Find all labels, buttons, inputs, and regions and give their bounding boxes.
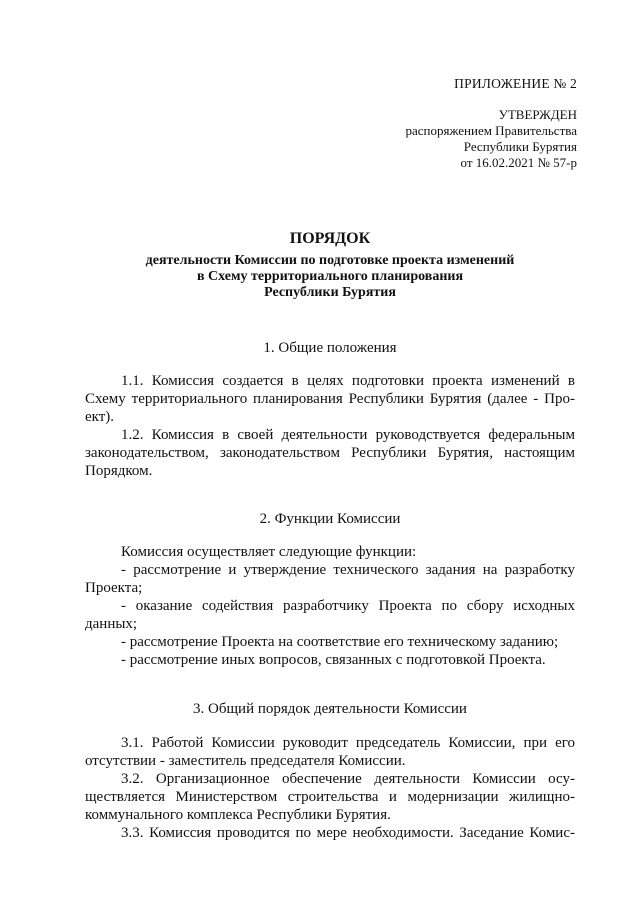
approved-by-line-1: распоряжением Правительства [405, 123, 577, 138]
text-line: 1.2. Комиссия в своей деятельности руководствуется федеральным [121, 427, 575, 443]
section-1-body [85, 372, 575, 480]
text-line: 1.1. Комиссия создается в целях подготовки проекта изменений в [121, 373, 575, 389]
text-line: коммунального комплекса Республики Бурятия. [85, 807, 391, 823]
section-3-heading: 3. Общий порядок деятельности Комиссии [193, 701, 467, 717]
text-line: - рассмотрение иных вопросов, связанных с подготовкой Проекта. [121, 652, 546, 668]
document-title [85, 229, 575, 301]
text-line: - оказание содействия разработчику Проекта по сбору исходных [121, 598, 575, 614]
section-2-heading: 2. Функции Комиссии [259, 511, 401, 527]
text-line: Схему территориального планирования Республики Бурятия (далее - Про- [85, 391, 575, 407]
text-line: 3.2. Организационное обеспечение деятельности Комиссии осу- [121, 771, 575, 787]
title-line-3: Республики Бурятия [264, 285, 396, 300]
text-line: ект). [85, 409, 115, 425]
text-line: - рассмотрение Проекта на соответствие его техническому заданию; [121, 634, 559, 650]
approved-by-line-2: Республики Бурятия [463, 139, 577, 154]
text-line: Проекта; [85, 580, 143, 596]
text-line: законодательством, законодательством Республики Бурятия, настоящим [85, 445, 575, 461]
text-line: - рассмотрение и утверждение технического задания на разработку [121, 562, 575, 578]
text-line: ществляется Министерством строительства и модернизации жилищно- [85, 789, 575, 805]
title-line-2: в Схему территориального планирования [196, 269, 464, 284]
approval-block [405, 107, 577, 171]
appendix-label: ПРИЛОЖЕНИЕ № 2 [454, 76, 577, 91]
section-3-body [85, 734, 575, 842]
text-line: Комиссия осуществляет следующие функции: [121, 544, 417, 560]
text-line: 3.1. Работой Комиссии руководит председатель Комиссии, при его [121, 735, 575, 751]
approved-date: от 16.02.2021 № 57-р [460, 155, 577, 170]
title-line-1: деятельности Комиссии по подготовке проекта изменений [145, 253, 515, 268]
approved-label: УТВЕРЖДЕН [498, 107, 577, 122]
text-line: данных; [85, 616, 138, 632]
section-2-body [85, 543, 575, 669]
section-1-heading: 1. Общие положения [263, 340, 397, 356]
text-line: Порядком. [85, 463, 153, 479]
text-line: отсутствии - заместитель председателя Комиссии. [85, 753, 406, 769]
title-main: ПОРЯДОК [289, 230, 371, 247]
text-line: 3.3. Комиссия проводится по мере необходимости. Заседание Комис- [121, 825, 575, 841]
